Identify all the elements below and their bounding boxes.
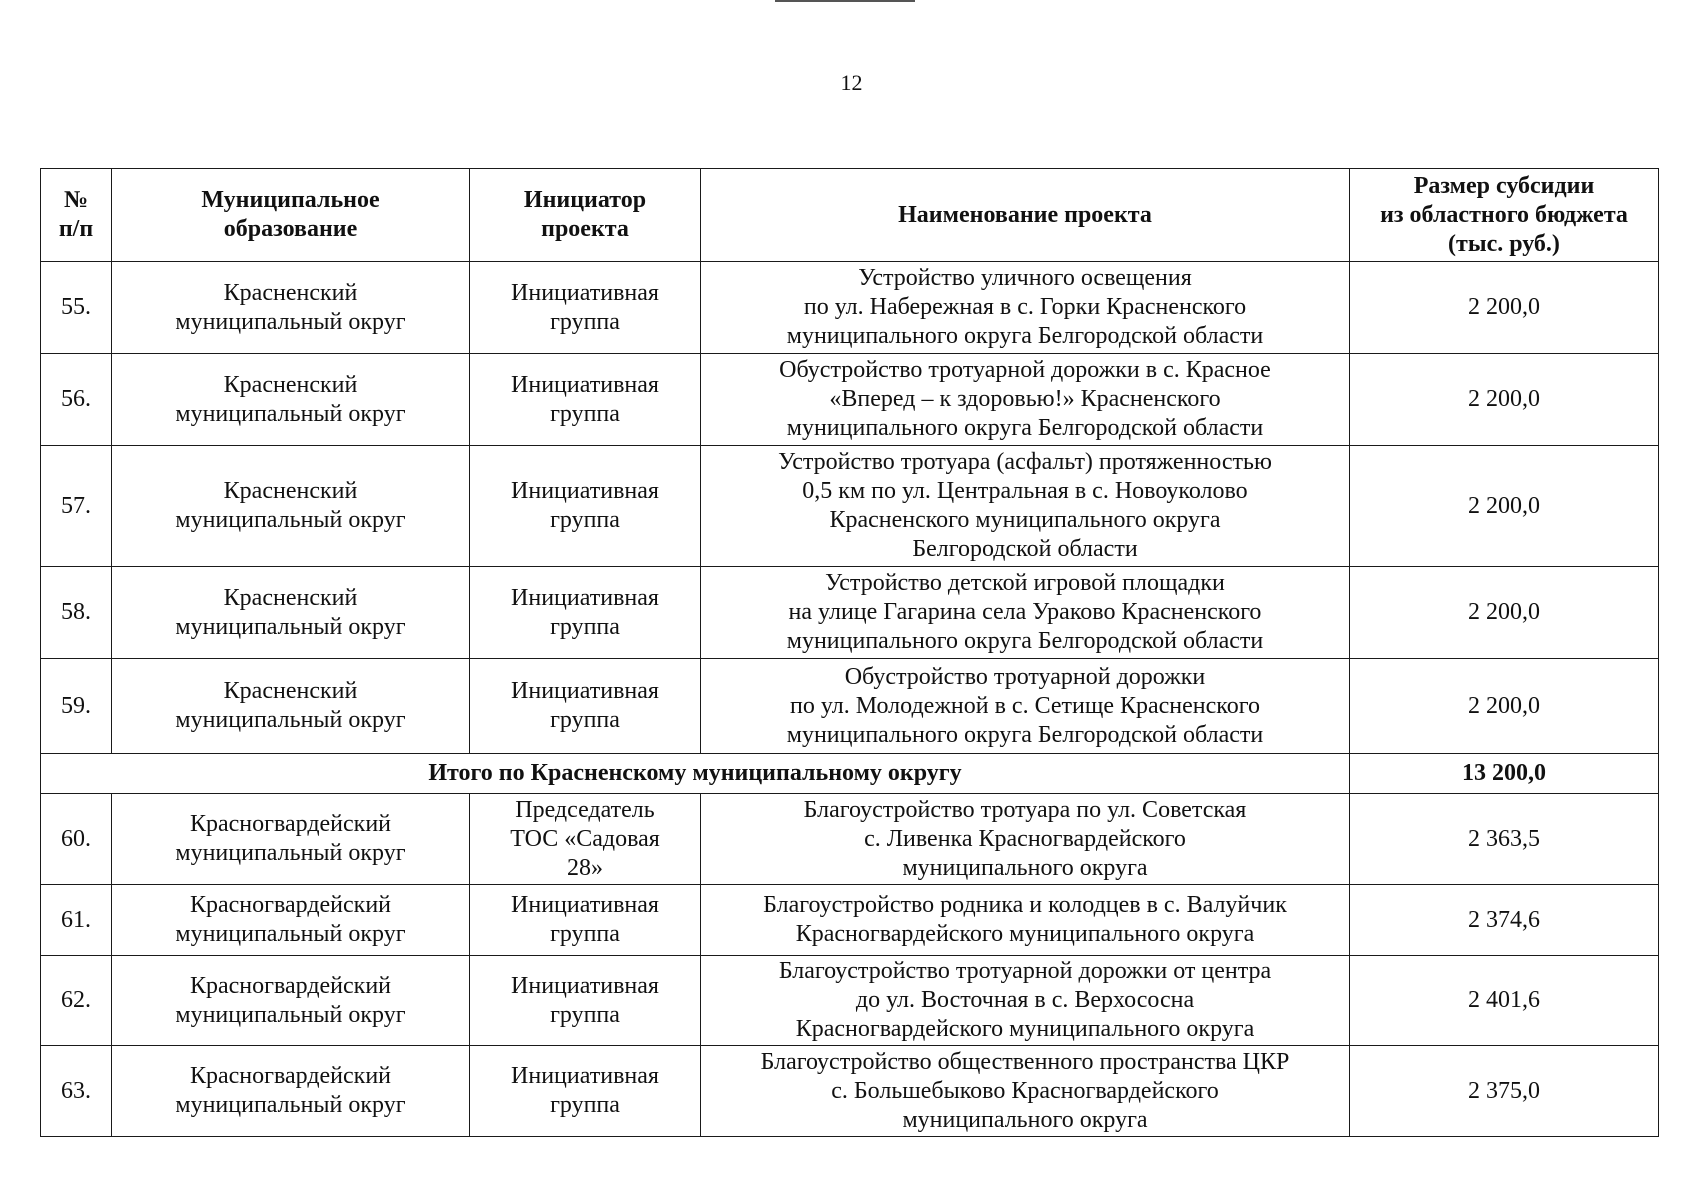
table-row [41, 354, 1659, 446]
cell-municipality: Красненский муниципальный округ [112, 446, 470, 567]
cell-municipality: Красногвардейский муниципальный округ [112, 794, 470, 885]
header-num: № п/п [41, 169, 112, 262]
cell-project: Благоустройство тротуара по ул. Советская с. Ливенка Красногвардейского муниципального округа [701, 794, 1350, 885]
table-row [41, 956, 1659, 1046]
cell-num: 62. [41, 956, 112, 1046]
page-number: 12 [840, 70, 863, 95]
subsidy-table [40, 168, 1659, 1137]
cell-num: 57. [41, 446, 112, 567]
cell-num: 63. [41, 1046, 112, 1137]
cell-project: Благоустройство родника и колодцев в с. Валуйчик Красногвардейского муниципального округа [701, 885, 1350, 956]
cell-initiator: Инициативная группа [470, 1046, 701, 1137]
cell-project: Благоустройство тротуарной дорожки от центра до ул. Восточная в с. Верхососна Красногвардейского муниципального округа [701, 956, 1350, 1046]
cell-project: Благоустройство общественного пространства ЦКР с. Большебыково Красногвардейского муниципального округа [701, 1046, 1350, 1137]
header-initiator: Инициатор проекта [470, 169, 701, 262]
cell-subsidy: 2 375,0 [1350, 1046, 1659, 1137]
cell-municipality: Красногвардейский муниципальный округ [112, 885, 470, 956]
cell-num: 59. [41, 659, 112, 754]
cell-num: 61. [41, 885, 112, 956]
cell-initiator: Инициативная группа [470, 354, 701, 446]
cell-municipality: Красненский муниципальный округ [112, 262, 470, 354]
cell-initiator: Председатель ТОС «Садовая 28» [470, 794, 701, 885]
table-row [41, 1046, 1659, 1137]
cell-subsidy: 2 200,0 [1350, 354, 1659, 446]
cell-initiator: Инициативная группа [470, 956, 701, 1046]
table-row [41, 794, 1659, 885]
table-row [41, 659, 1659, 754]
table-row [41, 567, 1659, 659]
cell-initiator: Инициативная группа [470, 567, 701, 659]
cell-subsidy: 2 200,0 [1350, 446, 1659, 567]
cell-initiator: Инициативная группа [470, 659, 701, 754]
cell-project: Устройство тротуара (асфальт) протяженностью 0,5 км по ул. Центральная в с. Новоуколово Красненского муниципального округа Белгородской области [701, 446, 1350, 567]
cell-num: 55. [41, 262, 112, 354]
cell-project: Устройство детской игровой площадки на улице Гагарина села Ураково Красненского муниципального округа Белгородской области [701, 567, 1350, 659]
cell-project: Обустройство тротуарной дорожки в с. Красное «Вперед – к здоровью!» Красненского муниципального округа Белгородской области [701, 354, 1350, 446]
table-row [41, 885, 1659, 956]
subtotal-row [41, 754, 1659, 794]
header-subsidy: Размер субсидии из областного бюджета (тыс. руб.) [1350, 169, 1659, 262]
cell-municipality: Красногвардейский муниципальный округ [112, 1046, 470, 1137]
cell-subsidy: 2 401,6 [1350, 956, 1659, 1046]
header-project: Наименование проекта [701, 169, 1350, 262]
cell-municipality: Красненский муниципальный округ [112, 354, 470, 446]
cell-subsidy: 2 200,0 [1350, 262, 1659, 354]
top-rule [775, 0, 915, 2]
cell-municipality: Красненский муниципальный округ [112, 567, 470, 659]
cell-subsidy: 2 363,5 [1350, 794, 1659, 885]
cell-initiator: Инициативная группа [470, 262, 701, 354]
cell-initiator: Инициативная группа [470, 446, 701, 567]
table-row [41, 446, 1659, 567]
cell-num: 60. [41, 794, 112, 885]
header-municipality: Муниципальное образование [112, 169, 470, 262]
subtotal-value: 13 200,0 [1350, 754, 1659, 794]
cell-municipality: Красногвардейский муниципальный округ [112, 956, 470, 1046]
cell-subsidy: 2 374,6 [1350, 885, 1659, 956]
cell-municipality: Красненский муниципальный округ [112, 659, 470, 754]
table-row [41, 262, 1659, 354]
cell-initiator: Инициативная группа [470, 885, 701, 956]
cell-project: Устройство уличного освещения по ул. Набережная в с. Горки Красненского муниципального округа Белгородской области [701, 262, 1350, 354]
cell-project: Обустройство тротуарной дорожки по ул. Молодежной в с. Сетище Красненского муниципального округа Белгородской области [701, 659, 1350, 754]
cell-num: 56. [41, 354, 112, 446]
subtotal-label: Итого по Красненскому муниципальному округу [41, 754, 1350, 794]
cell-subsidy: 2 200,0 [1350, 659, 1659, 754]
table-header-row [41, 169, 1659, 262]
cell-subsidy: 2 200,0 [1350, 567, 1659, 659]
cell-num: 58. [41, 567, 112, 659]
